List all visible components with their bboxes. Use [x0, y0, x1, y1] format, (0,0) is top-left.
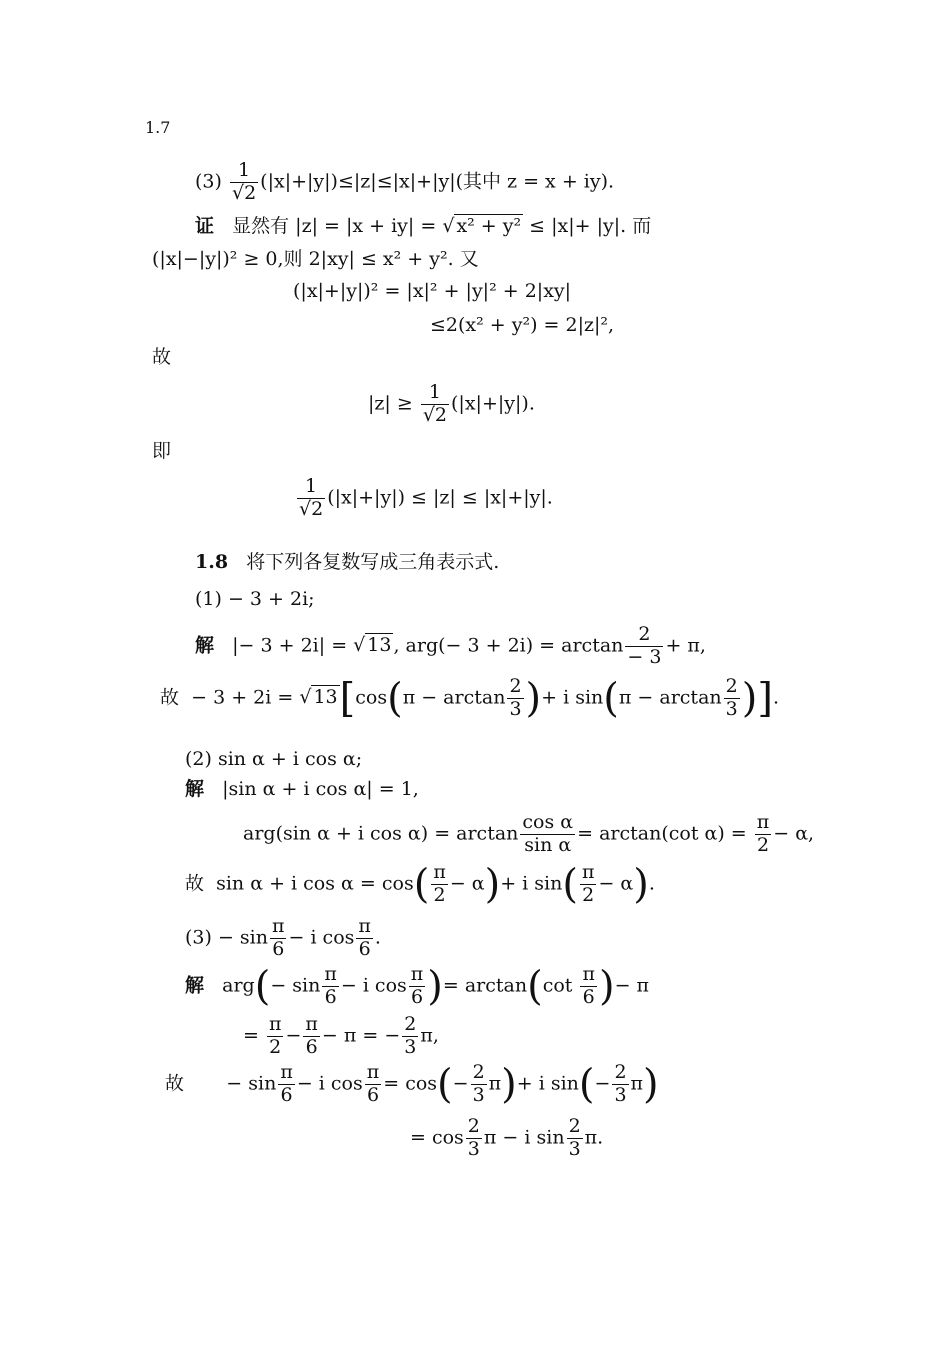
sqrt-expression: √ x² + y²: [442, 215, 522, 237]
fraction: $\frac{1}{√2}$: [231, 159, 257, 204]
problem-3-statement: [195, 160, 614, 205]
answer-3-line-2: = $\frac{\pi}{2}$ − $\frac{\pi}{6}$ − π = − $\frac{2}{3}$ π,: [243, 1013, 439, 1058]
question-3: (3) − sin $\frac{\pi}{6}$ − i cos $\frac{\pi}{6}$ .: [185, 915, 381, 960]
answer-1-line-2: 故 − 3 + 2i = √ 13[cos(π − arctan $\frac{2}{3}$ )+ i sin(π − arctan $\frac{2}{3}$ )].: [160, 675, 779, 722]
proof-line-2: (|x|−|y|)² ≥ 0,则 2|xy| ≤ x² + y². 又: [152, 248, 479, 270]
inequality-2: $\frac{1}{√2}$ (|x|+|y|) ≤ |z| ≤ |x|+|y|.: [299, 475, 553, 520]
section-number: 1.7: [145, 118, 171, 137]
problem-label: (3): [195, 170, 222, 193]
proof-line-4: ≤2(x² + y²) = 2|z|²,: [430, 314, 615, 336]
therefore-label: 故: [152, 346, 172, 368]
question-2: (2) sin α + i cos α;: [185, 748, 363, 770]
solution-label: 解: [195, 634, 215, 657]
answer-3-line-3: 故 − sin $\frac{\pi}{6}$ − i cos $\frac{\pi}{6}$ = cos(− $\frac{2}{3}$ π)+ i sin(− $\frac{2}{3}$ π): [165, 1061, 659, 1108]
proof-label: 证: [195, 215, 215, 237]
section-1-8-heading: 1.8 将下列各复数写成三角表示式.: [195, 551, 500, 573]
proof-line-3: (|x|+|y|)² = |x|² + |y|² + 2|xy|: [293, 280, 572, 302]
question-1: (1) − 3 + 2i;: [195, 588, 315, 610]
hence-label: 即: [152, 440, 172, 462]
answer-2-line-3: 故 sin α + i cos α = cos( $\frac{\pi}{2}$ − α)+ i sin( $\frac{\pi}{2}$ − α).: [185, 861, 655, 908]
answer-3-line-1: 解 arg(− sin $\frac{\pi}{6}$ − i cos $\frac{\pi}{6}$ )= arctan(cot $\frac{\pi}{6}$ )− π: [185, 963, 650, 1010]
inequality-text: (|x|+|y|)≤|z|≤|x|+|y|(其中 z = x + iy).: [260, 170, 615, 193]
answer-2-line-2: arg(sin α + i cos α) = arctan $\frac{\text{cos α}}{\text{sin α}}$ = arctan(cot α) = $\frac{\pi}{2}$ − α,: [243, 811, 815, 856]
answer-1-line-1: 解 |− 3 + 2i| = √ 13 , arg(− 3 + 2i) = arctan $\frac{2}{- 3}$ + π,: [195, 623, 706, 668]
answer-2-line-1: 解 |sin α + i cos α| = 1,: [185, 778, 419, 800]
inequality-1: |z| ≥ $\frac{1}{√2}$ (|x|+|y|).: [368, 381, 535, 426]
proof-line-1: 证 显然有 |z| = |x + iy| = √ x² + y² ≤ |x|+ |y|. 而: [195, 215, 652, 237]
answer-3-line-4: = cos $\frac{2}{3}$ π − i sin $\frac{2}{3}$ π.: [410, 1115, 604, 1160]
